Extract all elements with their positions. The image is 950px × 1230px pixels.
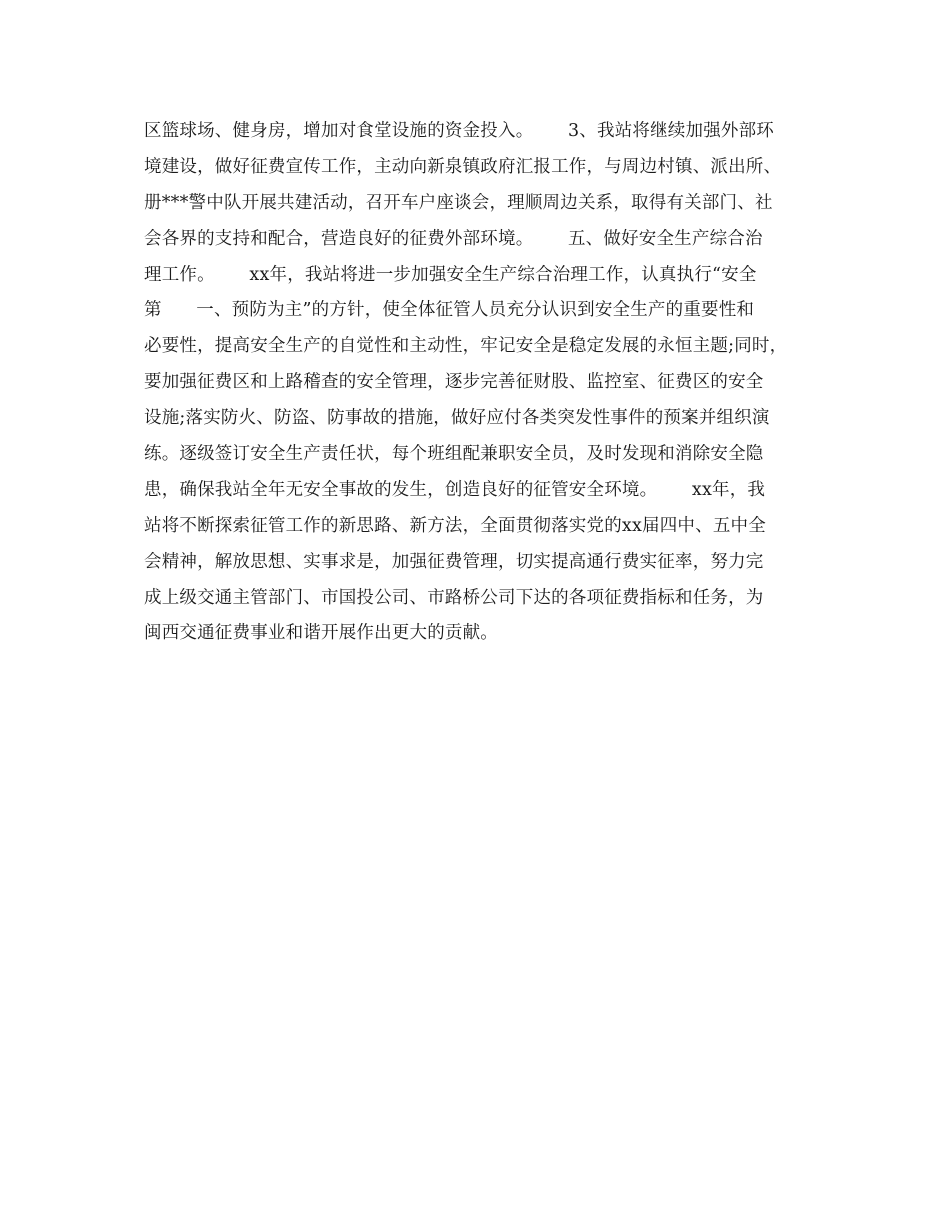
text-line: 境建设，做好征费宣传工作，主动向新泉镇政府汇报工作，与周边村镇、派出所、 [144, 156, 782, 177]
text-line: 第 一、预防为主”的方针，使全体征管人员充分认识到安全生产的重要性和 [144, 300, 755, 321]
text-line: 站将不断探索征管工作的新思路、新方法，全面贯彻落实党的xx届四中、五中全 [144, 515, 766, 536]
text-line: 区篮球场、健身房，增加对食堂设施的资金投入。 3、我站将继续加强外部环 [144, 121, 775, 141]
text-line: 理工作。 xx年，我站将进一步加强安全生产综合治理工作，认真执行“安全 [144, 264, 757, 285]
text-line: 患，确保我站全年无安全事故的发生，创造良好的征管安全环境。 xx年，我 [144, 479, 766, 500]
body-paragraph [144, 114, 824, 652]
text-line: 必要性，提高安全生产的自觉性和主动性，牢记安全是稳定发展的永恒主题;同时， [144, 336, 788, 357]
text-line: 会各界的支持和配合，营造良好的征费外部环境。 五、做好安全生产综合治 [144, 228, 763, 249]
text-line: 成上级交通主管部门、市国投公司、市路桥公司下达的各项征费指标和任务，为 [144, 587, 764, 608]
text-line: 闽西交通征费事业和谐开展作出更大的贡献。 [144, 623, 498, 644]
text-line: 练。逐级签订安全生产责任状，每个班组配兼职安全员，及时发现和消除安全隐 [144, 444, 764, 465]
text-line: 设施;落实防火、防盗、防事故的措施，做好应付各类突发性事件的预案并组织演 [144, 408, 770, 429]
text-line: 会精神，解放思想、实事求是，加强征费管理，切实提高通行费实征率，努力完 [144, 551, 764, 572]
text-line: 册***警中队开展共建活动，召开车户座谈会，理顺周边关系，取得有关部门、社 [144, 192, 773, 213]
text-line: 要加强征费区和上路稽查的安全管理，逐步完善征财股、监控室、征费区的安全 [144, 372, 764, 393]
